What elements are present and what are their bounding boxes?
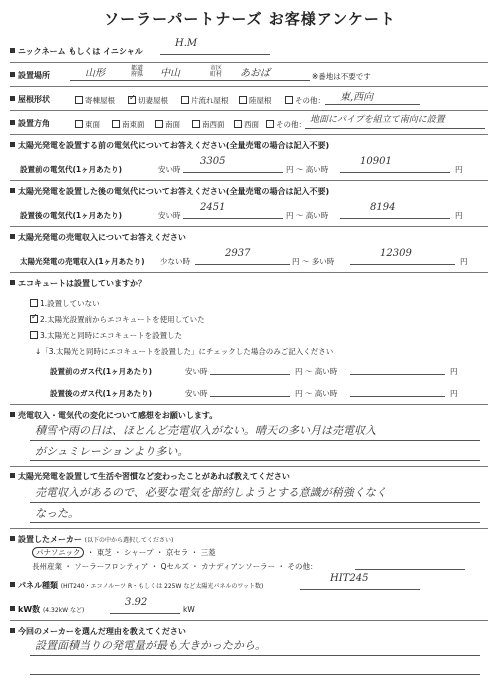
checkbox[interactable] <box>30 331 38 339</box>
town-value[interactable]: あおば <box>240 68 270 79</box>
roof-other-value[interactable]: 東,西向 <box>340 92 374 103</box>
roof-shape-row <box>10 94 50 105</box>
location-note: ※番地は不要です <box>312 72 371 81</box>
income-label: 太陽光発電の売電収入(1ヶ月あたり) <box>20 257 145 266</box>
maker-option-mitsubishi[interactable]: 三菱 <box>200 548 216 557</box>
reason-section: 今回のメーカーを選んだ理由を教えてください <box>10 626 186 637</box>
checkbox-checked[interactable] <box>30 315 38 323</box>
impression-line-1[interactable]: 積雪や雨の日は、ほとんど売電収入がない。晴天の多い月は売電収入 <box>35 424 376 437</box>
city-unit: 市区町村 <box>210 65 223 78</box>
maker-option-sharp[interactable]: シャープ <box>124 548 154 557</box>
bullet-icon <box>10 536 15 541</box>
before-low-value[interactable]: 3305 <box>200 156 226 167</box>
pref-unit: 都道府県 <box>131 65 144 78</box>
location-underline <box>70 80 310 81</box>
divider <box>10 180 488 181</box>
divider <box>10 226 488 227</box>
orientation-other-underline <box>305 128 485 129</box>
panel-row: パネル種類 (HIT240・エコノルーツ R・もしくは 225W など太陽光パネルのワット数) <box>10 580 263 591</box>
roof-option-3[interactable]: 陸屋根 <box>239 95 272 106</box>
ecocute-option-2[interactable]: 3.太陽光と同時にエコキュートを設置した <box>30 330 182 341</box>
checkbox[interactable] <box>155 120 163 128</box>
orientation-option-1[interactable]: 南東面 <box>112 119 145 130</box>
before-low-label: 安い時 <box>158 165 181 174</box>
gas-before-high-underline <box>350 374 445 375</box>
nickname-label: ニックネーム もしくは イニシャル <box>18 47 143 56</box>
checkbox[interactable] <box>75 120 83 128</box>
bullet-icon <box>10 96 15 101</box>
roof-other-underline <box>325 104 420 105</box>
bullet-icon <box>10 188 15 193</box>
checkbox[interactable] <box>192 120 200 128</box>
orientation-other[interactable]: その他： <box>266 119 306 130</box>
panel-underline <box>300 589 420 590</box>
before-high-underline <box>340 172 450 173</box>
ecocute-option-0[interactable]: 1.設置していない <box>30 298 100 309</box>
maker-option-other[interactable]: その他： <box>287 562 318 571</box>
orientation-option-0[interactable]: 東面 <box>75 119 100 130</box>
kw-unit: kW <box>183 605 195 614</box>
roof-option-2[interactable]: 片流れ屋根 <box>181 95 229 106</box>
divider <box>10 466 488 467</box>
after-cost-section: 太陽光発電を設置した後の電気代についてお答えください(全量売電の場合は記入不要) <box>10 186 329 197</box>
checkbox[interactable] <box>234 120 242 128</box>
after-cost-label: 設置後の電気代(1ヶ月あたり) <box>20 211 123 220</box>
kw-value[interactable]: 3.92 <box>125 597 148 608</box>
bullet-icon <box>10 142 15 147</box>
nickname-underline <box>160 54 270 55</box>
income-low-underline <box>195 264 290 265</box>
income-section: 太陽光発電の売電収入についてお答えください <box>10 232 186 243</box>
gas-before-low-underline <box>210 374 290 375</box>
impression-underline-2 <box>30 460 480 461</box>
bullet-icon <box>10 120 15 125</box>
reason-underline-2 <box>30 674 480 675</box>
divider <box>10 62 488 63</box>
nickname-row <box>10 46 143 57</box>
income-high-value[interactable]: 12309 <box>380 248 412 259</box>
maker-other-underline <box>355 569 465 570</box>
before-unit: 円 <box>455 165 463 174</box>
panel-value[interactable]: HIT245 <box>330 573 369 584</box>
prefecture-value[interactable]: 山形 <box>85 68 105 79</box>
city-value[interactable]: 中山 <box>160 68 180 79</box>
bullet-icon <box>10 582 15 587</box>
gas-before-label: 設置前のガス代(1ヶ月あたり) <box>50 367 153 376</box>
gas-after-unit: 円 <box>450 389 458 398</box>
income-high-underline <box>350 264 455 265</box>
gas-after-label: 設置後のガス代(1ヶ月あたり) <box>50 389 153 398</box>
bullet-icon <box>10 48 15 53</box>
checkbox-checked[interactable] <box>128 96 136 104</box>
survey-title: ソーラーパートナーズ お客様アンケート <box>104 10 396 28</box>
roof-option-0[interactable]: 寄棟屋根 <box>75 95 115 106</box>
after-high-value[interactable]: 8194 <box>370 202 396 213</box>
impression-line-2[interactable]: がシュミレーションより多い。 <box>35 445 189 458</box>
maker-option-choshu[interactable]: 長州産業 <box>32 562 62 571</box>
orientation-row <box>10 118 50 129</box>
roof-option-1[interactable]: ✓ 切妻屋根 <box>128 95 168 106</box>
checkbox[interactable] <box>285 96 293 104</box>
kw-underline <box>110 613 180 614</box>
after-low-value[interactable]: 2451 <box>200 202 226 213</box>
maker-option-toshiba[interactable]: 東芝 <box>96 548 112 557</box>
lifestyle-underline-1 <box>30 502 480 503</box>
after-unit: 円 <box>455 211 463 220</box>
lifestyle-line-2[interactable]: なった。 <box>35 507 79 520</box>
nickname-value[interactable]: H.M <box>175 38 198 49</box>
gas-after-high-underline <box>350 396 445 397</box>
gas-before-low-label: 安い時 <box>185 367 208 376</box>
before-high-label: 円 〜 高い時 <box>286 165 329 174</box>
divider <box>10 86 488 87</box>
checkbox[interactable] <box>239 96 247 104</box>
reason-line-1[interactable]: 設置面積当りの発電量が最も大きかったから。 <box>35 639 266 652</box>
reason-underline-1 <box>30 655 480 656</box>
bullet-icon <box>10 628 15 633</box>
maker-option-kyocera[interactable]: 京セラ <box>165 548 189 557</box>
income-unit: 円 <box>460 257 468 266</box>
income-low-label: 少ない時 <box>160 257 190 266</box>
bullet-icon <box>10 280 15 285</box>
lifestyle-section: 太陽光発電を設置して生活や習慣など変わったことがあれば教えてください <box>10 471 290 482</box>
after-low-label: 安い時 <box>158 211 181 220</box>
lifestyle-underline-2 <box>30 522 480 523</box>
orientation-option-2[interactable]: 南面 <box>155 119 180 130</box>
bullet-icon <box>10 72 15 77</box>
bullet-icon <box>10 473 15 478</box>
gas-after-low-label: 安い時 <box>185 389 208 398</box>
income-high-label: 円 〜 多い時 <box>292 257 335 266</box>
orientation-option-4[interactable]: 西面 <box>234 119 259 130</box>
checkbox[interactable] <box>30 299 38 307</box>
gas-before-unit: 円 <box>450 367 458 376</box>
before-low-underline <box>183 172 283 173</box>
ecocute-note: ↓「3.太陽光と同時にエコキュートを設置した」にチェックした場合のみご記入ください <box>35 347 334 356</box>
maker-option-qcells[interactable]: Qセルズ <box>160 562 189 571</box>
gas-after-high-label: 円 〜 高い時 <box>295 389 338 398</box>
checkbox[interactable] <box>266 120 274 128</box>
location-label: 設置場所 <box>18 71 50 80</box>
after-high-underline <box>340 218 450 219</box>
income-low-value[interactable]: 2937 <box>225 248 251 259</box>
divider <box>10 404 488 405</box>
divider <box>10 620 488 621</box>
checkbox[interactable] <box>112 120 120 128</box>
gas-before-high-label: 円 〜 高い時 <box>295 367 338 376</box>
ecocute-section: エコキュートは設置していますか？ <box>10 278 146 289</box>
bullet-icon <box>10 606 15 611</box>
location-row <box>10 70 50 81</box>
kw-row: kW数 (4.32kW など) <box>10 604 84 615</box>
divider <box>10 272 488 273</box>
maker-section: 設置したメーカー (以下の中から選択してください) <box>10 534 173 545</box>
impression-underline-1 <box>30 440 480 441</box>
orientation-label: 設置方角 <box>18 119 50 128</box>
after-low-underline <box>183 218 283 219</box>
checkbox[interactable] <box>75 96 83 104</box>
maker-row-2: 長州産業 ・ ソーラーフロンティア ・ Qセルズ ・ カナディアンソーラー ・ その他： <box>32 562 318 571</box>
before-cost-section: 太陽光発電を設置する前の電気代についてお答えください(全量売電の場合は記入不要) <box>10 140 329 151</box>
before-cost-label: 設置前の電気代(1ヶ月あたり) <box>20 165 123 174</box>
ecocute-option-1[interactable]: ✓2.太陽光設置前からエコキュートを使用していた <box>30 314 205 325</box>
after-high-label: 円 〜 高い時 <box>286 211 329 220</box>
orientation-option-3[interactable]: 南西面 <box>192 119 225 130</box>
maker-option-solar-frontier[interactable]: ソーラーフロンティア <box>74 562 149 571</box>
divider <box>10 134 488 135</box>
maker-option-canadian-solar[interactable]: カナディアンソーラー <box>201 562 276 571</box>
impression-section: 売電収入・電気代の変化について感想をお願いします。 <box>10 410 217 421</box>
checkbox[interactable] <box>181 96 189 104</box>
divider <box>10 528 488 529</box>
maker-row-1: パナソニック ・ 東芝 ・ シャープ ・ 京セラ ・ 三菱 <box>32 547 216 558</box>
gas-after-low-underline <box>210 396 290 397</box>
bullet-icon <box>10 412 15 417</box>
roof-other[interactable]: その他： <box>285 95 325 106</box>
lifestyle-line-1[interactable]: 売電収入があるので、必要な電気を節約しようとする意識が稍強くなく <box>35 486 387 499</box>
before-high-value[interactable]: 10901 <box>360 156 392 167</box>
divider <box>10 110 488 111</box>
roof-shape-label: 屋根形状 <box>18 95 50 104</box>
bullet-icon <box>10 234 15 239</box>
orientation-other-value[interactable]: 地面にパイプを組立て南向に設置 <box>310 115 445 125</box>
maker-option-panasonic[interactable]: パナソニック <box>32 547 84 558</box>
